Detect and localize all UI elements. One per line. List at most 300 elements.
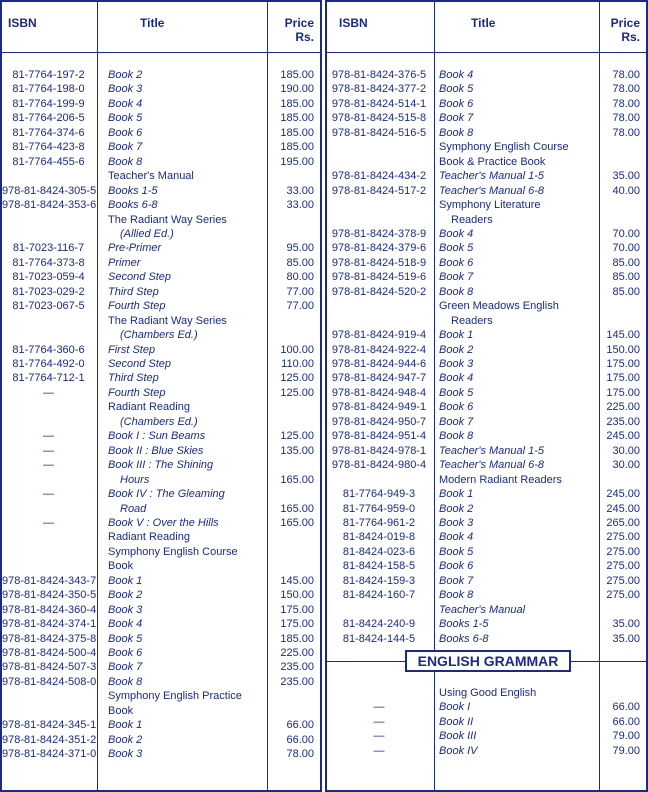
price-cell: 145.00 xyxy=(606,329,640,342)
title-cell: Book II xyxy=(439,715,474,728)
table-row xyxy=(327,458,646,472)
title-cell: Book V : Over the Hills xyxy=(108,516,219,529)
table-row xyxy=(2,632,320,646)
table-row xyxy=(2,82,320,96)
title-cell: Book 3 xyxy=(108,748,143,761)
table-row xyxy=(327,68,646,82)
price-cell: 30.00 xyxy=(612,444,640,457)
isbn-cell: 81-8424-160-7 xyxy=(342,589,416,602)
title-cell: (Chambers Ed.) xyxy=(120,329,198,342)
isbn-cell: 978-81-8424-949-1 xyxy=(331,401,427,414)
isbn-cell: 978-81-8424-520-2 xyxy=(331,285,427,298)
table-row xyxy=(2,704,320,718)
price-header-line2: Rs. xyxy=(621,30,640,44)
title-cell: Book III xyxy=(439,730,477,743)
table-row xyxy=(327,516,646,530)
price-cell: 30.00 xyxy=(612,459,640,472)
table-row xyxy=(327,588,646,602)
price-cell: 185.00 xyxy=(280,69,314,81)
title-cell: Using Good English xyxy=(439,687,537,699)
title-cell: (Allied Ed.) xyxy=(120,227,174,240)
table-row xyxy=(327,400,646,414)
table-row xyxy=(327,299,646,313)
table-row xyxy=(2,400,320,414)
isbn-cell: 978-81-8424-500-4 xyxy=(2,647,97,659)
price-cell: 175.00 xyxy=(606,372,640,385)
table-row xyxy=(2,516,320,530)
price-header-line1: Price xyxy=(610,16,640,30)
table-row xyxy=(327,111,646,125)
table-row xyxy=(2,689,320,703)
table-row xyxy=(327,270,646,284)
isbn-cell: — xyxy=(373,715,385,728)
title-cell: Book 2 xyxy=(108,589,143,602)
title-cell: Book 5 xyxy=(439,545,474,558)
isbn-cell: — xyxy=(373,701,385,714)
title-cell: Book 8 xyxy=(439,126,474,139)
title-cell: Book xyxy=(108,560,134,573)
price-header xyxy=(611,16,640,44)
price-cell: 85.00 xyxy=(612,271,640,284)
isbn-cell: 81-7764-197-2 xyxy=(12,69,85,81)
price-cell: 35.00 xyxy=(612,618,640,631)
title-cell: Book 4 xyxy=(439,227,474,240)
table-row xyxy=(2,285,320,299)
title-cell: Second Step xyxy=(108,271,171,284)
isbn-cell: 81-7764-206-5 xyxy=(12,112,85,125)
title-cell: Teacher's Manual 1-5 xyxy=(439,170,545,183)
price-cell: 235.00 xyxy=(280,675,314,688)
title-cell: Primer xyxy=(108,256,141,269)
title-cell: Book 8 xyxy=(439,285,474,298)
table-row xyxy=(327,559,646,573)
table-row xyxy=(2,487,320,501)
title-cell: Book 5 xyxy=(108,112,143,125)
price-cell: 275.00 xyxy=(606,589,640,602)
table-row xyxy=(327,256,646,270)
title-cell: Book 4 xyxy=(439,69,474,81)
table-row xyxy=(2,198,320,212)
left-column xyxy=(0,0,322,792)
table-row xyxy=(2,747,320,761)
title-cell: Symphony Literature xyxy=(439,199,541,212)
title-header: Title xyxy=(471,16,496,30)
table-row xyxy=(327,227,646,241)
title-cell: Radiant Reading xyxy=(108,531,190,544)
table-row xyxy=(2,111,320,125)
price-cell: 185.00 xyxy=(280,126,314,139)
table-row xyxy=(327,343,646,357)
isbn-cell: 978-81-8424-514-1 xyxy=(331,97,427,110)
title-cell: Book & Practice Book xyxy=(439,155,546,168)
table-row xyxy=(327,82,646,96)
title-cell: Book III : The Shining xyxy=(108,459,214,472)
isbn-cell: 81-7764-712-1 xyxy=(12,372,85,385)
table-row xyxy=(327,198,646,212)
table-row xyxy=(2,256,320,270)
price-cell: 245.00 xyxy=(606,430,640,443)
table-row xyxy=(2,213,320,227)
title-cell: Book 8 xyxy=(439,589,474,602)
isbn-cell: — xyxy=(373,744,385,757)
isbn-cell: 978-81-8424-948-4 xyxy=(331,386,427,399)
table-row xyxy=(2,617,320,631)
price-cell: 185.00 xyxy=(280,141,314,154)
price-cell: 33.00 xyxy=(286,184,314,197)
table-row xyxy=(327,744,646,758)
isbn-cell: 978-81-8424-517-2 xyxy=(331,184,427,197)
price-cell: 77.00 xyxy=(286,285,314,298)
table-row xyxy=(2,429,320,443)
price-cell: 185.00 xyxy=(280,632,314,645)
title-cell: Book 6 xyxy=(439,560,474,573)
table-row xyxy=(2,386,320,400)
title-cell: Book xyxy=(108,704,134,717)
isbn-header: ISBN xyxy=(339,16,368,30)
table-row xyxy=(327,530,646,544)
isbn-cell: 978-81-8424-434-2 xyxy=(331,170,427,183)
price-cell: 66.00 xyxy=(286,719,314,732)
right-column xyxy=(325,0,648,792)
price-cell: 225.00 xyxy=(606,401,640,414)
isbn-cell: 81-7764-360-6 xyxy=(12,343,85,356)
title-cell: Book 1 xyxy=(108,574,143,587)
isbn-cell: 81-7764-492-0 xyxy=(12,358,85,370)
table-row xyxy=(2,675,320,689)
table-row xyxy=(327,686,646,700)
table-row xyxy=(327,715,646,729)
title-cell: Book 3 xyxy=(108,603,143,616)
isbn-cell: 81-8424-158-5 xyxy=(342,560,416,573)
title-cell: Book 7 xyxy=(108,661,143,674)
table-row xyxy=(2,458,320,472)
isbn-cell: 978-81-8424-947-7 xyxy=(331,372,427,385)
title-cell: Book 6 xyxy=(108,647,143,659)
price-cell: 100.00 xyxy=(280,343,314,356)
title-cell: Teacher's Manual xyxy=(439,603,526,616)
price-cell: 66.00 xyxy=(286,733,314,746)
table-row xyxy=(2,155,320,169)
title-cell: Books 6-8 xyxy=(439,632,489,645)
isbn-cell: 978-81-8424-950-7 xyxy=(331,415,427,428)
table-row xyxy=(327,729,646,743)
isbn-cell: 81-8424-144-5 xyxy=(342,632,416,645)
title-cell: Radiant Reading xyxy=(108,401,190,414)
isbn-cell: 978-81-8424-379-6 xyxy=(331,242,427,255)
isbn-cell: 978-81-8424-951-4 xyxy=(331,430,427,443)
table-row xyxy=(2,270,320,284)
table-row xyxy=(2,588,320,602)
title-cell: Book IV : The Gleaming xyxy=(108,488,225,501)
title-cell: Third Step xyxy=(108,285,159,298)
title-cell: Book 4 xyxy=(108,618,143,631)
title-cell: Book 4 xyxy=(439,531,474,544)
isbn-cell: — xyxy=(43,430,54,443)
table-row xyxy=(2,371,320,385)
isbn-cell: 978-81-8424-371-0 xyxy=(2,748,97,761)
table-row xyxy=(2,357,320,371)
isbn-cell: — xyxy=(43,444,54,457)
price-cell: 265.00 xyxy=(606,516,640,529)
table-row xyxy=(2,530,320,544)
title-cell: Book 7 xyxy=(439,415,474,428)
price-header-line2: Rs. xyxy=(295,30,314,44)
isbn-cell: — xyxy=(43,488,54,501)
title-cell: Teacher's Manual xyxy=(108,170,194,183)
table-row xyxy=(2,660,320,674)
title-cell: Book 3 xyxy=(439,516,474,529)
table-row xyxy=(2,502,320,516)
title-cell: The Radiant Way Series xyxy=(108,314,227,327)
table-row xyxy=(2,97,320,111)
price-cell: 235.00 xyxy=(280,661,314,674)
isbn-cell: 978-81-8424-519-6 xyxy=(331,271,427,284)
isbn-cell: 978-81-8424-376-5 xyxy=(331,69,427,81)
table-row xyxy=(327,155,646,169)
price-cell: 185.00 xyxy=(280,97,314,110)
price-cell: 245.00 xyxy=(606,502,640,515)
title-cell: Book I xyxy=(439,701,471,714)
isbn-cell: 978-81-8424-350-5 xyxy=(2,589,97,602)
title-cell: Book 6 xyxy=(439,97,474,110)
title-cell: (Chambers Ed.) xyxy=(120,415,198,428)
table-row xyxy=(327,184,646,198)
isbn-cell: 81-7023-067-5 xyxy=(12,300,85,313)
table-row xyxy=(327,574,646,588)
table-row xyxy=(2,227,320,241)
table-row xyxy=(327,487,646,501)
title-cell: Book 6 xyxy=(439,256,474,269)
table-row xyxy=(327,357,646,371)
isbn-cell: 81-7764-374-6 xyxy=(12,126,85,139)
title-cell: Second Step xyxy=(108,358,171,370)
title-cell: Book 6 xyxy=(108,126,143,139)
isbn-cell: 978-81-8424-375-8 xyxy=(2,632,97,645)
table-row xyxy=(2,473,320,487)
price-cell: 145.00 xyxy=(280,574,314,587)
price-cell: 175.00 xyxy=(606,358,640,370)
price-cell: 125.00 xyxy=(280,372,314,385)
price-cell: 78.00 xyxy=(612,69,640,81)
table-row xyxy=(327,415,646,429)
title-cell: Book 4 xyxy=(439,372,474,385)
title-cell: Road xyxy=(120,502,147,515)
title-cell: Books 1-5 xyxy=(108,184,158,197)
title-cell: Book 7 xyxy=(439,112,474,125)
table-row xyxy=(327,97,646,111)
table-row xyxy=(2,559,320,573)
table-row xyxy=(327,140,646,154)
price-cell: 79.00 xyxy=(612,730,640,743)
price-cell: 275.00 xyxy=(606,531,640,544)
isbn-cell: 81-7764-373-8 xyxy=(12,256,85,269)
title-cell: Fourth Step xyxy=(108,300,166,313)
table-row xyxy=(327,126,646,140)
table-row xyxy=(327,502,646,516)
table-row xyxy=(2,603,320,617)
price-header-line1: Price xyxy=(284,16,314,30)
price-cell: 40.00 xyxy=(612,184,640,197)
price-cell: 70.00 xyxy=(612,227,640,240)
table-row xyxy=(2,343,320,357)
table-row xyxy=(2,140,320,154)
price-cell: 78.00 xyxy=(612,126,640,139)
title-cell: Book 1 xyxy=(439,488,474,501)
table-row xyxy=(327,169,646,183)
title-cell: Symphony English Practice xyxy=(108,690,242,703)
price-cell: 77.00 xyxy=(286,300,314,313)
title-cell: Book I : Sun Beams xyxy=(108,430,206,443)
title-cell: Readers xyxy=(451,314,493,327)
title-cell: Book 5 xyxy=(439,386,474,399)
title-cell: Green Meadows English xyxy=(439,300,559,313)
title-cell: Book 3 xyxy=(439,358,474,370)
price-cell: 85.00 xyxy=(612,285,640,298)
title-cell: Symphony English Course xyxy=(108,545,238,558)
isbn-cell: — xyxy=(373,730,385,743)
price-cell: 175.00 xyxy=(280,618,314,631)
header-rule xyxy=(2,52,320,53)
isbn-cell: 978-81-8424-518-9 xyxy=(331,256,427,269)
title-cell: Book 4 xyxy=(108,97,143,110)
title-cell: The Radiant Way Series xyxy=(108,213,227,226)
title-cell: Third Step xyxy=(108,372,159,385)
table-row xyxy=(2,184,320,198)
price-cell: 175.00 xyxy=(280,603,314,616)
title-cell: Books 6-8 xyxy=(108,199,158,212)
title-cell: Teacher's Manual 6-8 xyxy=(439,459,545,472)
table-row xyxy=(2,646,320,660)
isbn-cell: 978-81-8424-919-4 xyxy=(331,329,427,342)
isbn-cell: 978-81-8424-360-4 xyxy=(2,603,97,616)
price-cell: 165.00 xyxy=(280,473,314,486)
table-row xyxy=(327,617,646,631)
price-cell: 225.00 xyxy=(280,647,314,659)
title-cell: Book 7 xyxy=(439,574,474,587)
table-row xyxy=(327,328,646,342)
title-cell: Book 2 xyxy=(108,733,143,746)
table-row xyxy=(2,169,320,183)
isbn-cell: 978-81-8424-507-3 xyxy=(2,661,97,674)
price-cell: 78.00 xyxy=(612,112,640,125)
isbn-cell: 81-7023-059-4 xyxy=(12,271,85,284)
table-row xyxy=(327,444,646,458)
table-row xyxy=(2,574,320,588)
price-cell: 70.00 xyxy=(612,242,640,255)
price-cell: 125.00 xyxy=(280,386,314,399)
price-cell: 78.00 xyxy=(286,748,314,761)
price-cell: 33.00 xyxy=(286,199,314,212)
isbn-cell: — xyxy=(43,459,54,472)
title-cell: Fourth Step xyxy=(108,386,166,399)
title-cell: Teacher's Manual 6-8 xyxy=(439,184,545,197)
isbn-cell: 978-81-8424-515-8 xyxy=(331,112,427,125)
price-cell: 275.00 xyxy=(606,574,640,587)
price-cell: 125.00 xyxy=(280,430,314,443)
isbn-cell: 978-81-8424-353-6 xyxy=(2,199,97,212)
price-cell: 78.00 xyxy=(612,97,640,110)
price-cell: 235.00 xyxy=(606,415,640,428)
title-cell: Book 6 xyxy=(439,401,474,414)
title-cell: Book 2 xyxy=(108,69,143,81)
isbn-cell: 81-7764-961-2 xyxy=(342,516,416,529)
isbn-cell: 978-81-8424-922-4 xyxy=(331,343,427,356)
title-cell: Book 1 xyxy=(439,329,474,342)
isbn-cell: 978-81-8424-377-2 xyxy=(331,83,427,96)
english-grammar-banner: ENGLISH GRAMMAR xyxy=(405,650,571,672)
table-row xyxy=(327,603,646,617)
price-cell: 85.00 xyxy=(286,256,314,269)
isbn-cell: 978-81-8424-980-4 xyxy=(331,459,427,472)
price-cell: 175.00 xyxy=(606,386,640,399)
price-header xyxy=(285,16,314,44)
title-cell: Book IV xyxy=(439,744,478,757)
title-cell: Teacher's Manual 1-5 xyxy=(439,444,545,457)
table-row xyxy=(327,371,646,385)
price-cell: 79.00 xyxy=(612,744,640,757)
price-cell: 85.00 xyxy=(612,256,640,269)
title-cell: Book 5 xyxy=(439,242,474,255)
price-cell: 185.00 xyxy=(280,112,314,125)
title-cell: Pre-Primer xyxy=(108,242,162,255)
isbn-cell: 81-7764-959-0 xyxy=(342,502,416,515)
isbn-cell: 978-81-8424-351-2 xyxy=(2,733,97,746)
table-row xyxy=(2,299,320,313)
title-cell: Book 3 xyxy=(108,83,143,96)
price-cell: 66.00 xyxy=(612,715,640,728)
title-cell: Readers xyxy=(451,213,493,226)
table-row xyxy=(327,386,646,400)
title-cell: Book 8 xyxy=(439,430,474,443)
table-row xyxy=(2,126,320,140)
price-cell: 135.00 xyxy=(280,444,314,457)
price-cell: 275.00 xyxy=(606,545,640,558)
title-header: Title xyxy=(140,16,165,30)
isbn-cell: 978-81-8424-944-6 xyxy=(331,358,427,370)
price-cell: 80.00 xyxy=(286,271,314,284)
title-cell: Hours xyxy=(120,473,150,486)
title-cell: Book 1 xyxy=(108,719,143,732)
title-cell: Book 5 xyxy=(108,632,143,645)
isbn-cell: — xyxy=(43,386,54,399)
header-rule xyxy=(327,52,646,53)
table-row xyxy=(327,545,646,559)
price-cell: 275.00 xyxy=(606,560,640,573)
title-cell: Book 7 xyxy=(108,141,143,154)
price-cell: 35.00 xyxy=(612,170,640,183)
isbn-cell: — xyxy=(43,516,54,529)
price-cell: 165.00 xyxy=(280,516,314,529)
title-cell: Symphony English Course xyxy=(439,141,569,154)
table-row xyxy=(327,632,646,646)
title-cell: Book 2 xyxy=(439,502,474,515)
isbn-cell: 81-7023-029-2 xyxy=(12,285,85,298)
isbn-cell: 81-8424-240-9 xyxy=(342,618,416,631)
price-cell: 110.00 xyxy=(281,358,314,370)
table-row xyxy=(327,285,646,299)
table-row xyxy=(327,314,646,328)
title-cell: Modern Radiant Readers xyxy=(439,473,562,486)
title-cell: Book 8 xyxy=(108,675,143,688)
isbn-cell: 978-81-8424-378-9 xyxy=(331,227,427,240)
table-row xyxy=(2,733,320,747)
table-row xyxy=(2,241,320,255)
title-cell: Books 1-5 xyxy=(439,618,489,631)
isbn-cell: 978-81-8424-978-1 xyxy=(331,444,427,457)
table-row xyxy=(2,68,320,82)
price-cell: 150.00 xyxy=(606,343,640,356)
table-row xyxy=(327,700,646,714)
